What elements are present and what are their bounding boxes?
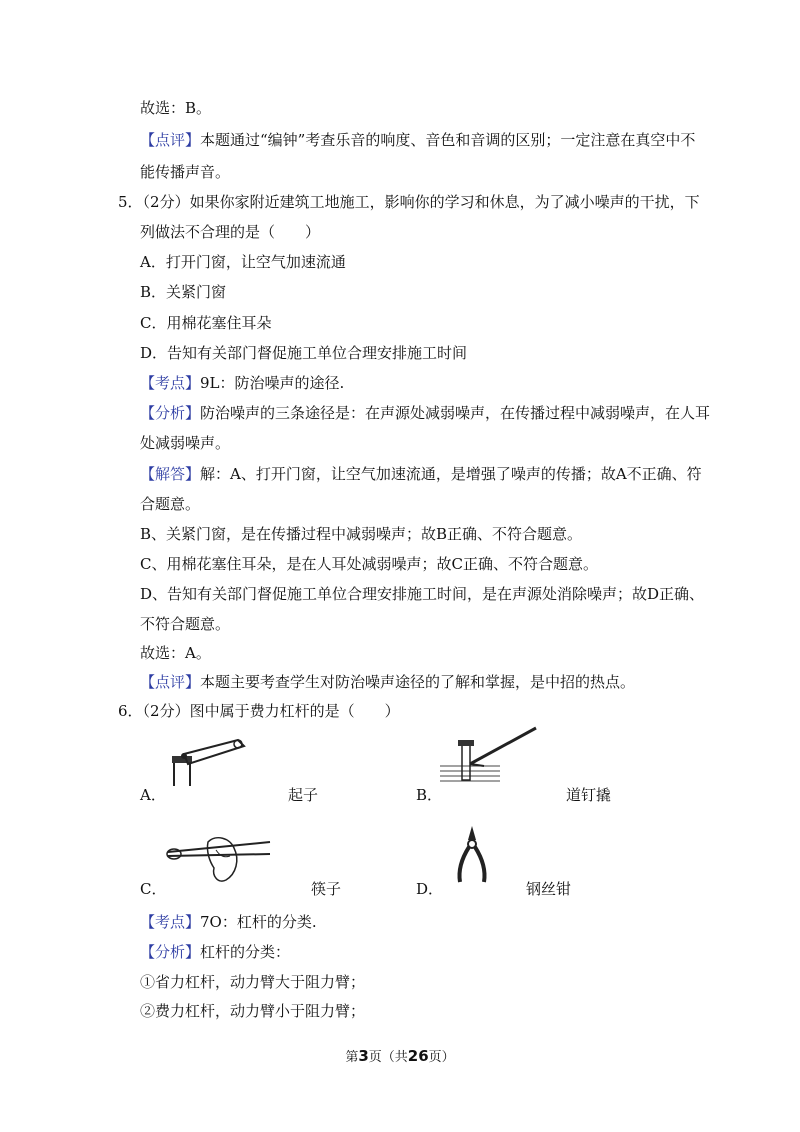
kaodian-text: 9L：防治噪声的途径. (200, 374, 345, 392)
page-footer (0, 1046, 800, 1065)
question-text: （2分）如果你家附近建筑工地施工，影响你的学习和休息，为了减小噪声的干扰，下 (142, 193, 700, 211)
kaodian-tag: 【考点】 (140, 913, 201, 931)
kaodian (140, 373, 344, 393)
option-a-label: 起子 (288, 786, 319, 804)
fenxi-text: 杠杆的分类： (200, 943, 291, 961)
comment-2 (140, 672, 635, 692)
option-b-label: 道钉撬 (566, 786, 612, 804)
fenxi-cont: 处减弱噪声。 (140, 434, 231, 452)
fenxi-2 (140, 942, 290, 962)
kaodian-text: 7O：杠杆的分类. (200, 913, 317, 931)
fenxi-tag: 【分析】 (140, 404, 201, 422)
jieda-text: 解：A、打开门窗，让空气加速流通，是增强了噪声的传播；故A不正确、符 (200, 465, 702, 483)
jieda-6: 不符合题意。 (140, 615, 231, 633)
comment-text: 本题通过“编钟”考查乐音的响度、音色和音调的区别；一定注意在真空中不 (200, 131, 696, 149)
option-b: B．关紧门窗 (140, 283, 227, 301)
jieda-2: 合题意。 (140, 495, 201, 513)
list-item: ②费力杠杆，动力臂小于阻力臂； (140, 1002, 366, 1020)
question-number: 5． (118, 193, 143, 211)
crowbar-figure (440, 726, 540, 784)
answer-a: 故选：A。 (140, 644, 211, 662)
question-6 (118, 701, 400, 721)
comment-1-cont: 能传播声音。 (140, 163, 231, 181)
footer-post: 页） (428, 1050, 455, 1065)
fenxi (140, 403, 710, 423)
comment-text: 本题主要考查学生对防治噪声途径的了解和掌握，是中招的热点。 (200, 673, 636, 691)
option-c: C．用棉花塞住耳朵 (140, 314, 272, 332)
pliers-figure (454, 824, 494, 884)
comment-tag: 【点评】 (140, 673, 201, 691)
list-item: ①省力杠杆，动力臂大于阻力臂； (140, 973, 366, 991)
option-a-letter: A． (140, 786, 166, 804)
option-a: A．打开门窗，让空气加速流通 (140, 253, 346, 271)
comment-1 (140, 130, 695, 150)
kaodian-tag: 【考点】 (140, 374, 201, 392)
option-d-label: 钢丝钳 (526, 880, 572, 898)
question-5-cont: 列做法不合理的是（ ） (140, 223, 321, 241)
chopsticks-figure (164, 830, 274, 886)
question-5 (118, 192, 700, 212)
jieda (140, 464, 702, 484)
jieda-4: C、用棉花塞住耳朵，是在人耳处减弱噪声；故C正确、不符合题意。 (140, 555, 598, 573)
page-total: 26 (407, 1047, 429, 1065)
question-text: （2分）图中属于费力杠杆的是（ ） (142, 702, 400, 720)
jieda-5: D、告知有关部门督促施工单位合理安排施工时间，是在声源处消除噪声；故D正确、 (140, 585, 705, 603)
footer-mid: 页（共 (368, 1050, 408, 1065)
question-number: 6． (118, 702, 143, 720)
kaodian-2 (140, 912, 317, 932)
option-b-letter: B． (416, 786, 443, 804)
option-c-letter: C． (140, 880, 167, 898)
jieda-3: B、关紧门窗，是在传播过程中减弱噪声；故B正确、不符合题意。 (140, 525, 583, 543)
option-d-letter: D． (416, 880, 444, 898)
bottle-opener-figure (168, 732, 248, 788)
answer-b: 故选：B。 (140, 99, 212, 117)
comment-tag: 【点评】 (140, 131, 201, 149)
footer-pre: 第 (345, 1050, 359, 1065)
fenxi-text: 防治噪声的三条途径是：在声源处减弱噪声，在传播过程中减弱噪声，在人耳 (200, 404, 711, 422)
jieda-tag: 【解答】 (140, 465, 201, 483)
option-c-label: 筷子 (311, 880, 342, 898)
fenxi-tag: 【分析】 (140, 943, 201, 961)
page-number: 3 (358, 1047, 369, 1065)
option-d: D．告知有关部门督促施工单位合理安排施工时间 (140, 344, 468, 362)
